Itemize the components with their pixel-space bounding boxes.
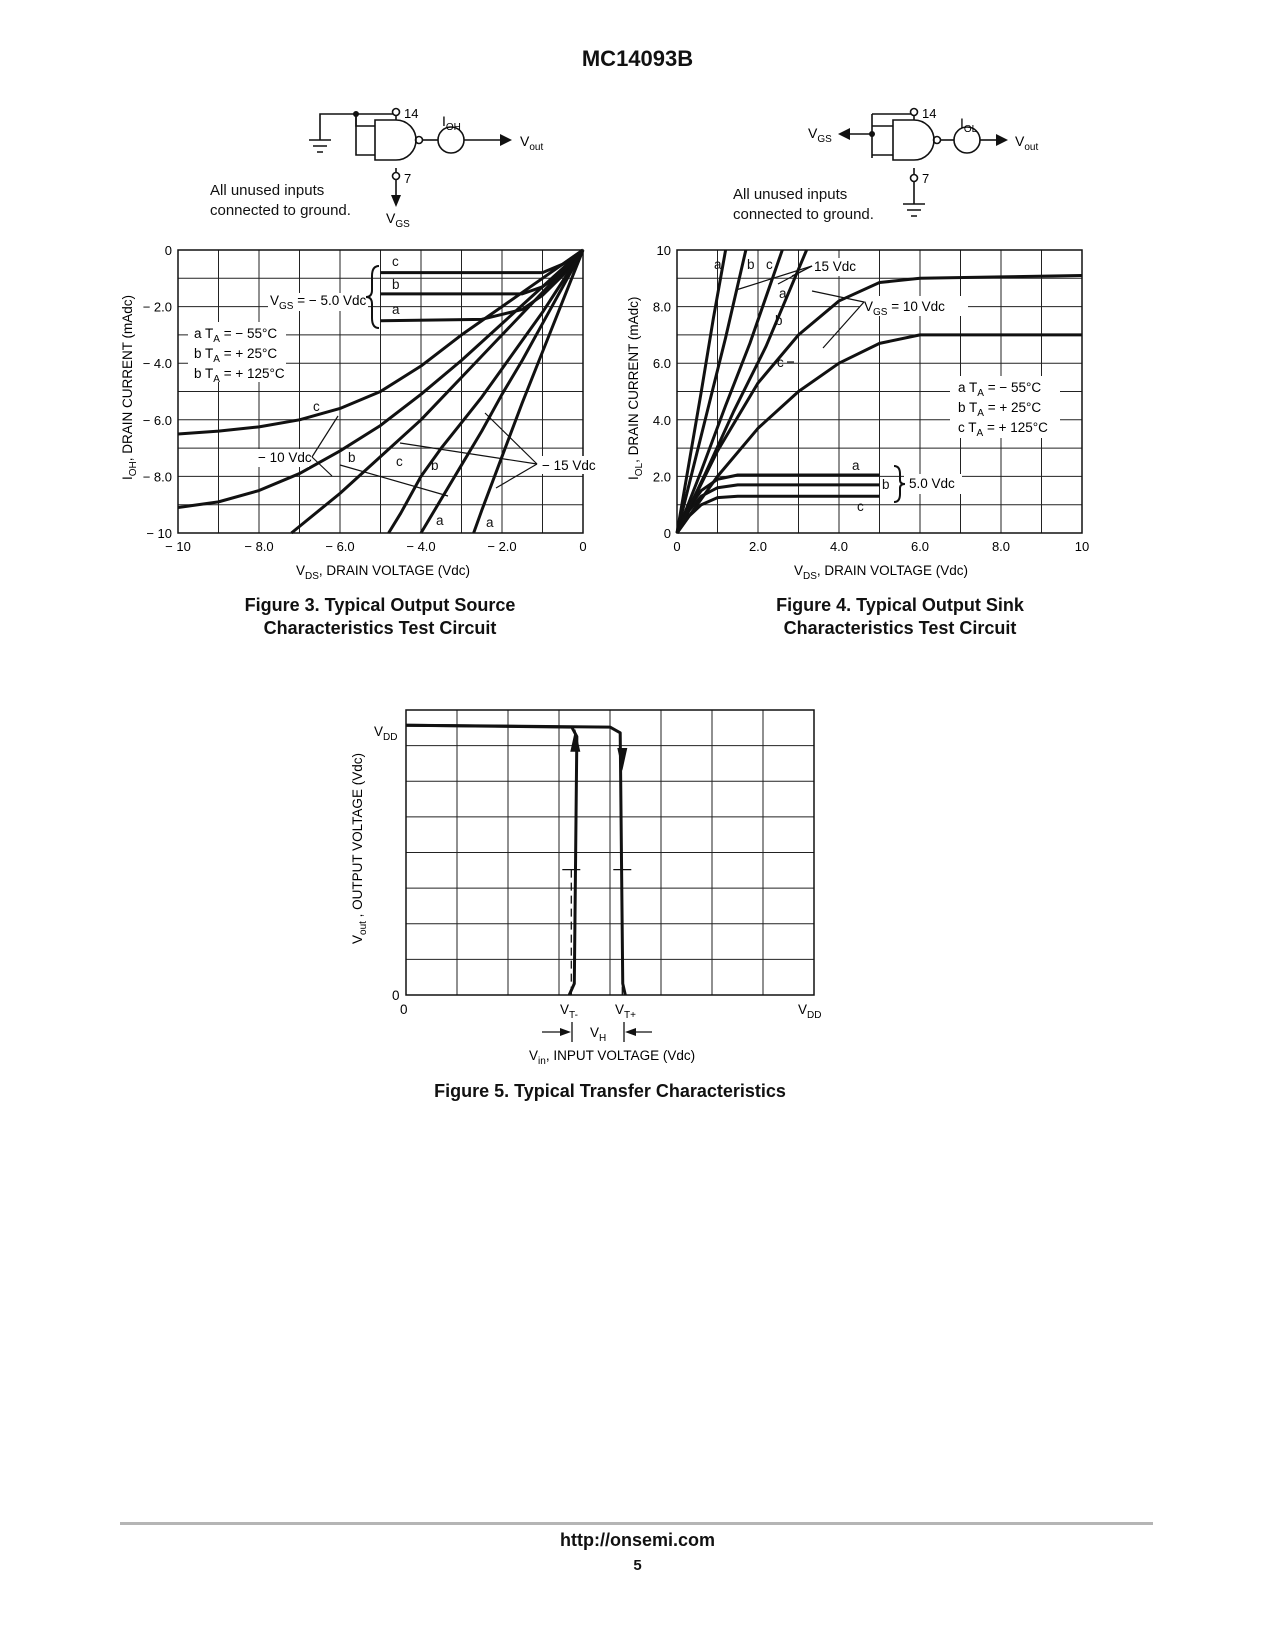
legend-entry: b $T_A$ = + 25°C: [958, 400, 1042, 419]
curve-label-b: b: [882, 477, 890, 492]
curve-label-c: c: [857, 499, 864, 514]
arrow-right-icon: [560, 1028, 571, 1036]
figure-4-caption: Figure 4. Typical Output Sink Characteristics Test Circuit: [776, 595, 1024, 638]
figure-3-caption: Figure 3. Typical Output Source Characteristics Test Circuit: [244, 595, 516, 638]
brace-icon: [894, 466, 905, 502]
svg-text:VDD: $V_{DD}$: [798, 1002, 822, 1021]
x-tick-label: 2.0: [748, 539, 768, 554]
x-tick-label: − 4.0: [406, 539, 436, 554]
curve-label-b: b: [775, 313, 783, 328]
curve-label-b: b: [431, 458, 439, 473]
series-line: [406, 725, 625, 995]
y-tick-label: − 8.0: [142, 469, 172, 485]
svg-text:VT+: $V_{T+}$: [615, 1002, 636, 1021]
curve-label-a: a: [436, 513, 444, 528]
figure-5-caption: Figure 5. Typical Transfer Characteristics: [434, 1081, 786, 1101]
curve-label-c: c: [777, 355, 784, 370]
figure-3-chart: [110, 238, 630, 588]
x-tick-label: 0: [579, 539, 587, 554]
svg-text:Vout , OUTPUT VOLTAGE (Vdc): $V_{out}$ , OUTPUT VOLTAGE (Vdc): [350, 753, 369, 944]
arrow-right-icon: [996, 134, 1008, 146]
arrow-right-icon: [500, 134, 512, 146]
curve-label-a: a: [852, 458, 860, 473]
curve-label-a: a: [779, 286, 787, 301]
pin-14-label: 14: [404, 106, 419, 121]
legend-entry: c $T_A$ = + 125°C: [958, 420, 1048, 439]
arrow-left-icon: [625, 1028, 636, 1036]
arrow-up-icon: [570, 729, 580, 752]
y-tick-label: 2.0: [652, 469, 671, 485]
svg-text:VGS: $V_{GS}$: [808, 125, 832, 145]
y-tick-label: 10: [656, 243, 671, 258]
series-line: [381, 250, 584, 321]
x-tick-label: 8.0: [991, 539, 1011, 554]
circuit-3-note: All unused inputs connected to ground.: [210, 182, 351, 219]
figure-4-chart: [618, 238, 1098, 588]
svg-text:Vin, INPUT VOLTAGE (Vdc): $V_{in}$, INPUT VOLTAGE (Vdc): [529, 1048, 696, 1067]
svg-text:VGS = − 5.0 Vdc: $V_{GS}$ = − 5.0 Vdc: [270, 293, 367, 312]
svg-text:VGS: $V_{GS}$: [386, 210, 410, 230]
pin-7-label: 7: [922, 171, 930, 186]
y-tick-label: 0: [663, 526, 671, 541]
figure-5-chart: [340, 700, 860, 1080]
page-title: MC14093B: [581, 46, 694, 71]
nand-gate-icon: [893, 120, 934, 160]
svg-text:0: 0: [392, 988, 400, 1003]
curve-label-c: c: [766, 257, 773, 272]
leader-lines: [736, 266, 864, 362]
x-tick-label: 4.0: [829, 539, 849, 554]
footer-divider: [120, 1522, 1153, 1525]
x-tick-label: − 2.0: [487, 539, 517, 554]
x-tick-label: − 8.0: [244, 539, 274, 554]
y-tick-label: − 10: [146, 526, 172, 541]
curve-label-c: c: [396, 454, 403, 469]
ground-icon: [309, 140, 331, 152]
curve-label-b: b: [747, 257, 755, 272]
svg-text:VDS, DRAIN VOLTAGE (Vdc): $V_{DS}$, DRAIN VOLTAGE (Vdc): [794, 563, 968, 582]
x-tick-label: − 6.0: [325, 539, 355, 554]
svg-text:IOH: $I_{OH}$: [442, 113, 461, 133]
svg-text:VDD: $V_{DD}$: [374, 724, 398, 743]
y-tick-label: 8.0: [652, 299, 671, 315]
curve-label-a: a: [714, 257, 722, 272]
y-tick-label: 0: [164, 243, 172, 258]
arrow-left-icon: [838, 128, 850, 140]
svg-text:0: 0: [400, 1002, 408, 1017]
vgs-10-label: − 10 Vdc: [258, 450, 312, 465]
svg-text:VT-: $V_{T-}$: [560, 1002, 578, 1021]
vgs-15-label: − 15 Vdc: [542, 458, 596, 473]
svg-text:VGS = 10 Vdc: $V_{GS} = 10$ Vdc: [864, 299, 945, 318]
ground-icon: [903, 204, 925, 216]
series-line: [406, 725, 577, 995]
legend-entry: a $T_A$ = − 55°C: [958, 380, 1042, 399]
svg-text:VH: $V_H$: [590, 1025, 607, 1044]
x-tick-label: 0: [673, 539, 681, 554]
page-number: 5: [633, 1557, 642, 1574]
svg-text:Vout: $V_{out}$: [1015, 133, 1039, 153]
vgs-5-label: 5.0 Vdc: [909, 476, 955, 491]
legend-entry: b $T_A$ = + 25°C: [194, 346, 278, 365]
footer-link[interactable]: http://onsemi.com: [559, 1530, 715, 1550]
y-tick-label: − 2.0: [142, 299, 172, 315]
x-tick-label: 6.0: [910, 539, 930, 554]
y-tick-label: − 4.0: [142, 356, 172, 372]
svg-text:Vout: $V_{out}$: [520, 133, 544, 153]
ground-wire: [320, 114, 356, 140]
y-tick-label: 4.0: [652, 412, 671, 428]
pin-7-label: 7: [404, 171, 412, 186]
svg-text:VDS, DRAIN VOLTAGE (Vdc): $V_{DS}$, DRAIN VOLTAGE (Vdc): [296, 563, 470, 582]
pin-14-label: 14: [922, 106, 937, 121]
arrow-down-icon: [617, 748, 627, 771]
y-tick-label: − 6.0: [142, 412, 172, 428]
brace-icon: [366, 266, 379, 328]
circuit-4-note: All unused inputs connected to ground.: [733, 186, 874, 223]
y-tick-label: 6.0: [652, 356, 671, 372]
arrow-down-icon: [391, 195, 401, 207]
series-line: [381, 250, 584, 273]
curve-label-b: b: [348, 450, 356, 465]
svg-text:IOL: $I_{OL}$: [960, 115, 978, 135]
curve-label-a: a: [486, 515, 494, 530]
legend-entry: b $T_A$ = + 125°C: [194, 366, 285, 385]
series-line: [677, 496, 880, 533]
curve-label-c: c: [392, 254, 399, 269]
curve-label-a: a: [392, 302, 400, 317]
legend-entry: a $T_A$ = − 55°C: [194, 326, 278, 345]
x-tick-label: 10: [1074, 539, 1090, 554]
vgs-15-label: 15 Vdc: [814, 259, 857, 274]
svg-text:IOH, DRAIN CURRENT (mAdc): $I_{OH}$, DRAIN CURRENT (mAdc): [120, 294, 139, 480]
svg-text:IOL, DRAIN CURRENT (mAdc): $I_{OL}$, DRAIN CURRENT (mAdc): [626, 296, 645, 480]
x-tick-label: − 10: [165, 539, 191, 554]
nand-gate-icon: [375, 120, 416, 160]
curve-label-b: b: [392, 277, 400, 292]
curve-label-c: c: [313, 399, 320, 414]
